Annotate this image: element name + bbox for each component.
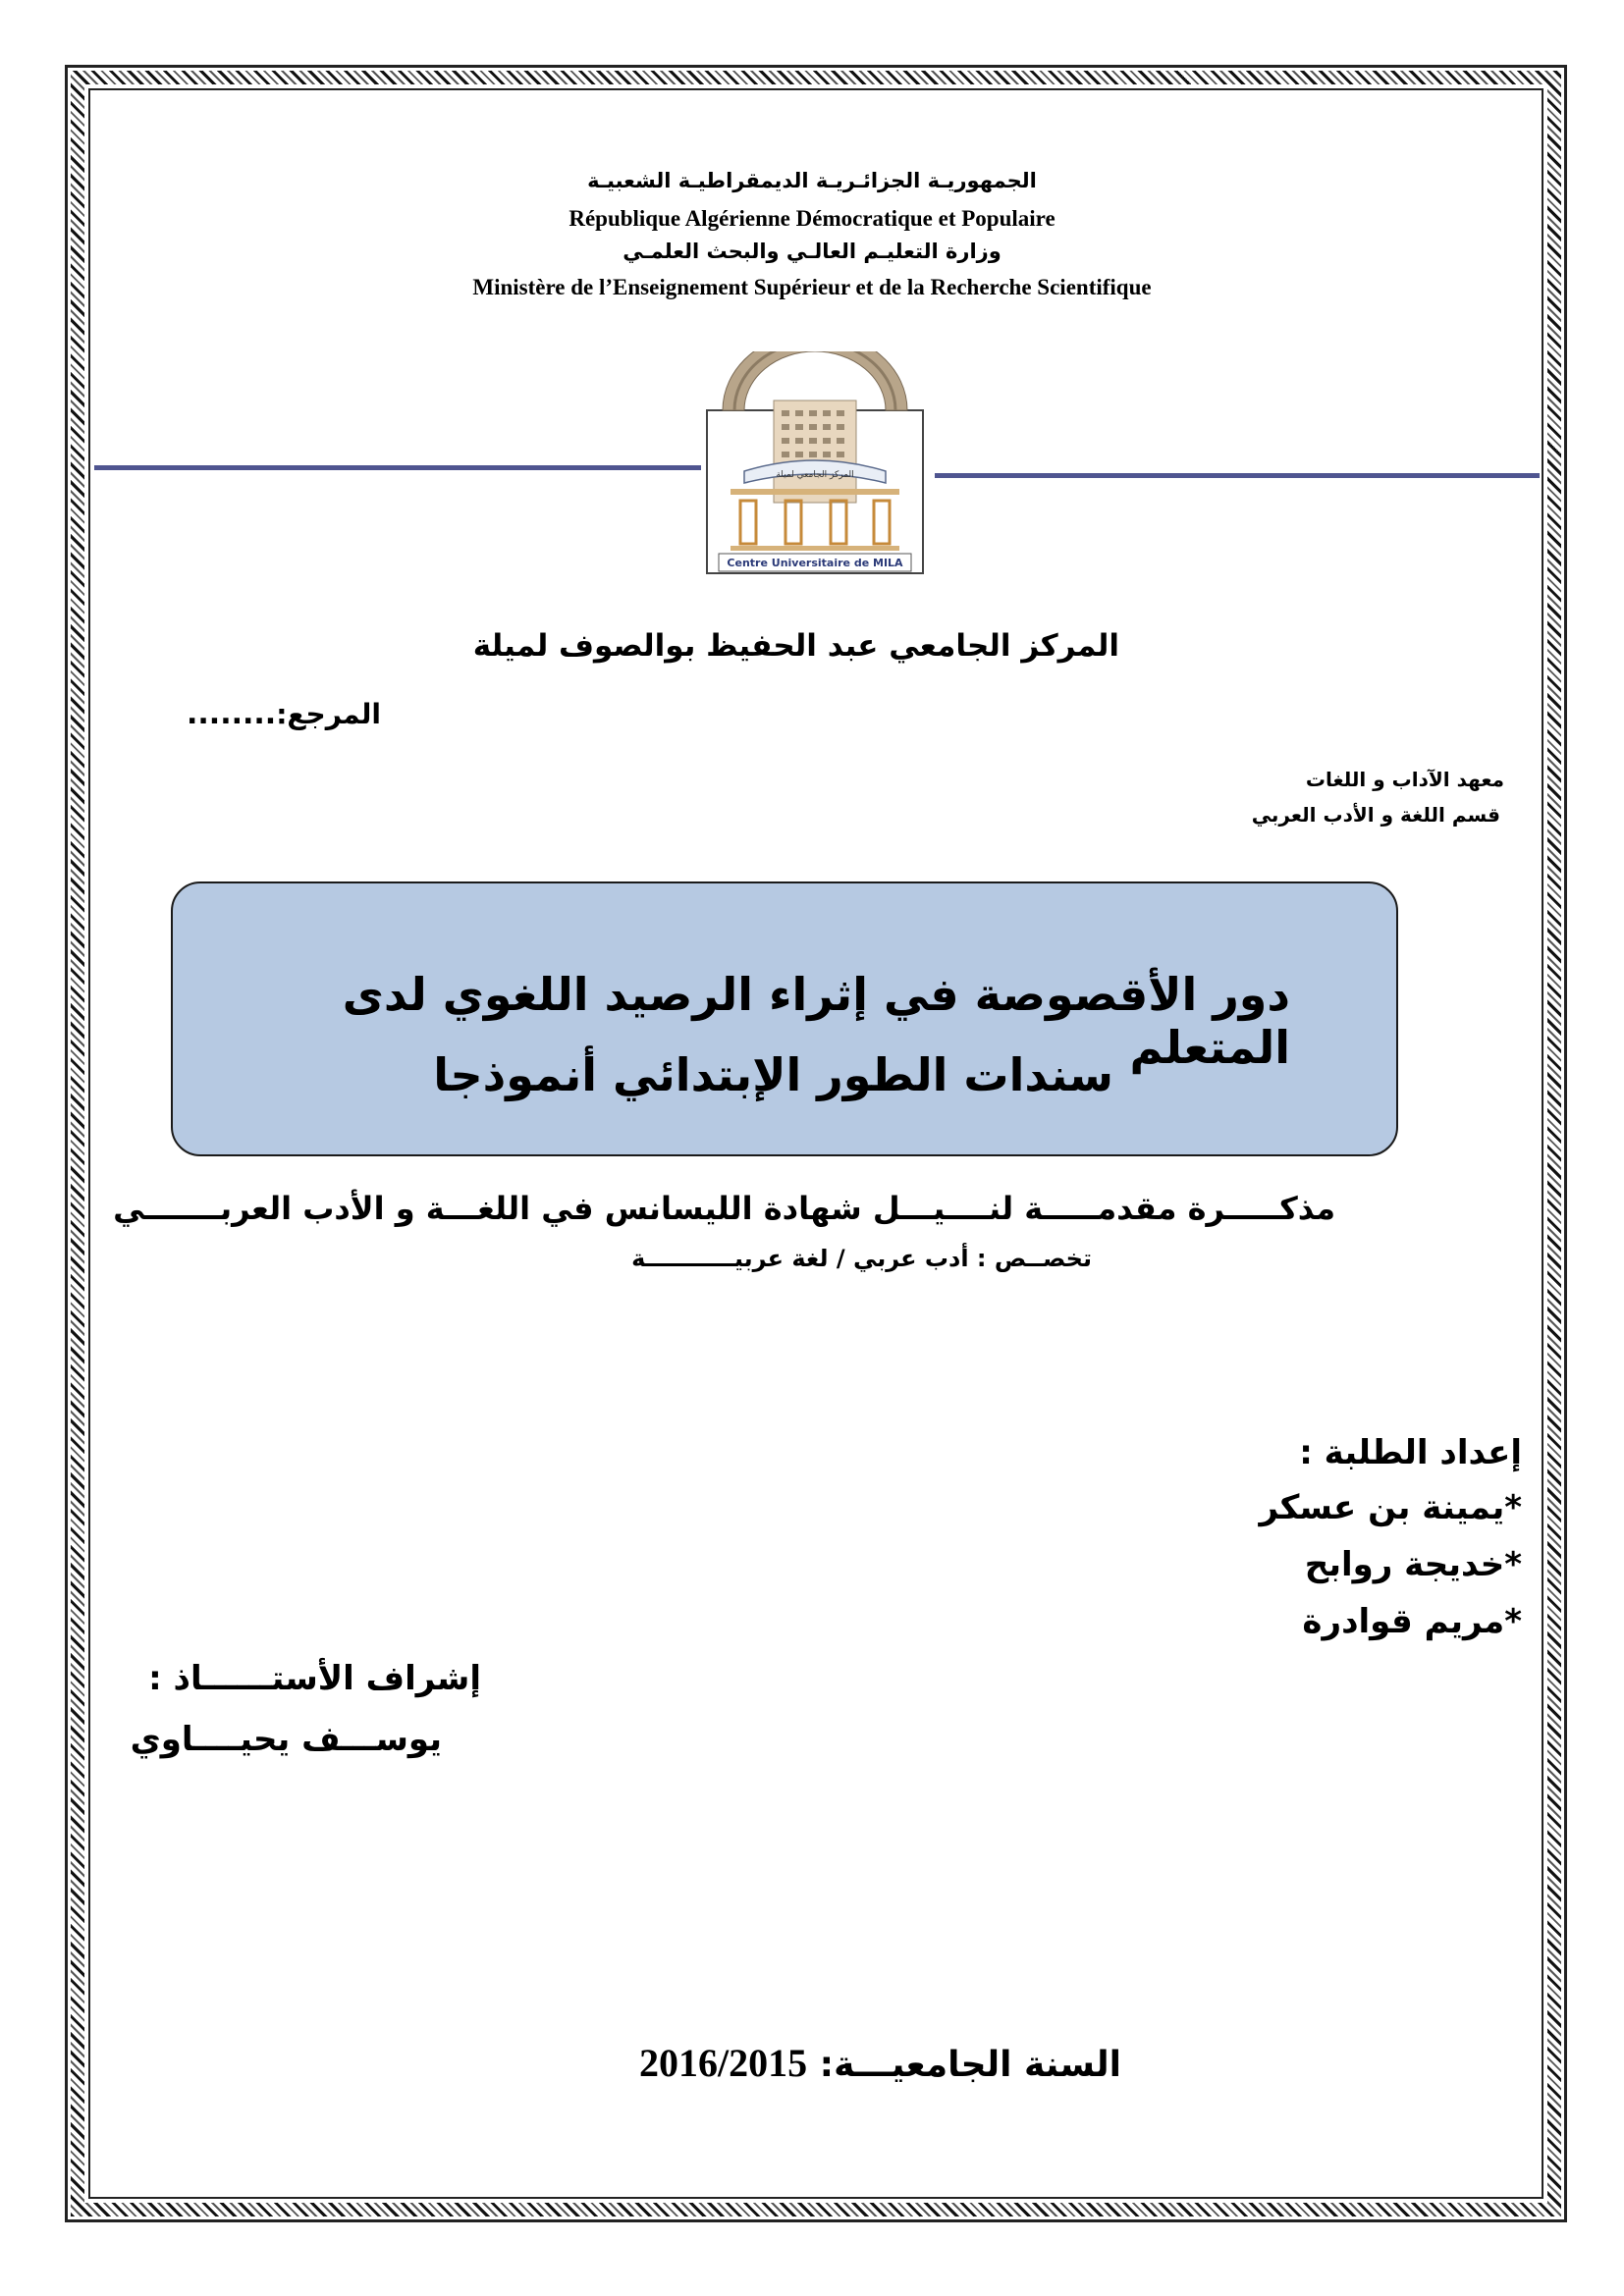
institute-name: معهد الآداب و اللغات (1305, 768, 1504, 791)
students-label: إعداد الطلبة : (1299, 1433, 1522, 1472)
memo-purpose: مذكـــــرة مقدمـــــة لنــــيـــل شهادة الليسانس في اللغـــة و الأدب العربـــــــي (113, 1190, 1335, 1227)
logo-book-text: المركز الجامعي لميلة (776, 470, 854, 480)
student-name-3: *مريم قوادرة (1302, 1602, 1522, 1641)
thesis-title-line2: سندات الطور الإبتدائي أنموذجا (433, 1048, 1113, 1101)
republic-fr: République Algérienne Démocratique et Populaire (568, 206, 1056, 231)
academic-year-label: السنة الجامعيـــة: (819, 2045, 1121, 2085)
ministry-ar: وزارة التعليـم العالـي والبحث العلمـي (623, 240, 1001, 263)
reference-line (0, 697, 381, 731)
supervisor-label: إشراف الأستــــــاذ : (148, 1659, 481, 1698)
specialty: تخصــص : أدب عربي / لغة عربيـــــــــــة (631, 1245, 1092, 1272)
republic-ar: الجمهوريـة الجزائـريـة الديمقراطيـة الشعبيـة (587, 169, 1037, 192)
thesis-title-line1: دور الأقصوصة في إثراء الرصيد اللغوي لدى المتعلم (342, 968, 1290, 1074)
department-name: قسم اللغة و الأدب العربي (1251, 803, 1500, 827)
reference-label: المرجع: (276, 698, 381, 730)
university-center-name: المركز الجامعي عبد الحفيظ بوالصوف لميلة (472, 628, 1119, 664)
ministry-fr: Ministère de l’Enseignement Supérieur et de la Recherche Scientifique (472, 275, 1152, 299)
academic-year (0, 2040, 1121, 2086)
logo-caption: Centre Universitaire de MILA (727, 557, 903, 569)
header-rule-left (94, 465, 701, 470)
university-logo (705, 351, 925, 575)
header-rule-right (935, 473, 1540, 478)
student-name-2: *خديجة روابح (1304, 1545, 1522, 1584)
academic-year-value: 2016/2015 (639, 2041, 808, 2085)
reference-value: ........ (187, 697, 277, 731)
student-name-1: *يمينة بن عسكر (1259, 1488, 1522, 1527)
supervisor-name: يوســـف يحيــــاوي (130, 1720, 442, 1759)
